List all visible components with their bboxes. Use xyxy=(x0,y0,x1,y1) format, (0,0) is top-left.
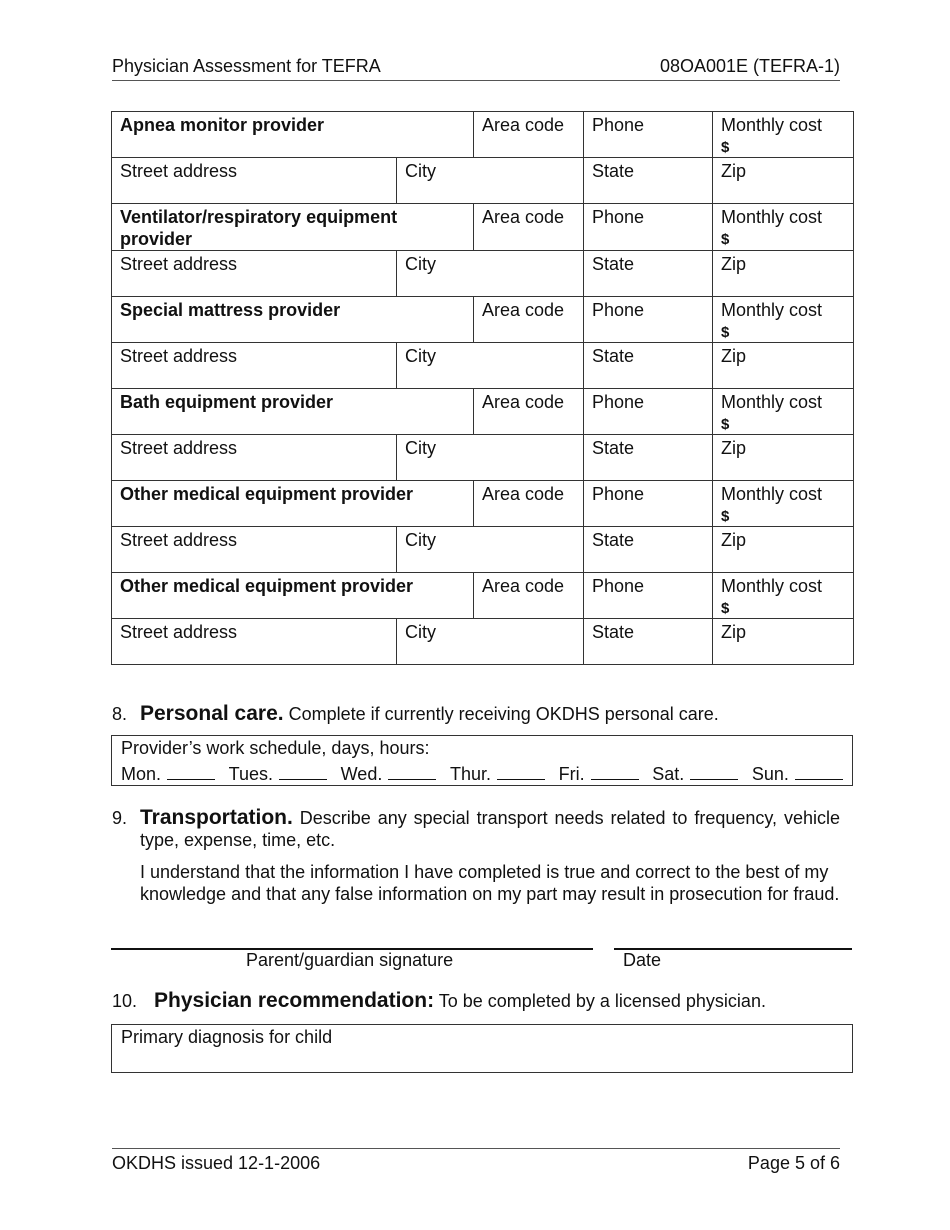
day-label: Fri. xyxy=(558,764,585,784)
section-8-heading: 8. Personal care. Complete if currently receiving OKDHS personal care. xyxy=(112,702,719,725)
phone-field[interactable]: Phone xyxy=(584,389,713,435)
zip-field[interactable]: Zip xyxy=(713,343,854,389)
street-address-field[interactable]: Street address xyxy=(112,158,397,204)
section-10-instructions: To be completed by a licensed physician. xyxy=(438,991,766,1011)
monthly-cost-field[interactable] xyxy=(713,389,854,435)
provider-address-row xyxy=(112,435,854,481)
dollar-sign: $ xyxy=(721,508,730,525)
provider-row xyxy=(112,112,854,158)
day-label: Tues. xyxy=(228,764,274,784)
monthly-cost-label: Monthly cost xyxy=(721,115,823,135)
state-field[interactable]: State xyxy=(584,619,713,665)
city-field[interactable]: City xyxy=(397,619,584,665)
city-field[interactable]: City xyxy=(397,527,584,573)
provider-row xyxy=(112,481,854,527)
day-slot xyxy=(121,763,215,785)
day-label: Sun. xyxy=(751,764,789,784)
phone-field[interactable]: Phone xyxy=(584,204,713,251)
signature-date-label: Date xyxy=(623,950,662,970)
equipment-provider-table xyxy=(111,111,854,665)
monthly-cost-label: Monthly cost xyxy=(721,484,823,504)
area-code-field[interactable]: Area code xyxy=(474,573,584,619)
zip-field[interactable]: Zip xyxy=(713,527,854,573)
provider-name: Other medical equipment provider xyxy=(112,481,474,527)
dollar-sign: $ xyxy=(721,231,730,248)
provider-row xyxy=(112,204,854,251)
city-field[interactable]: City xyxy=(397,435,584,481)
section-9-instructions: Describe any special transport needs related to frequency, vehicle type, expense, time, etc. xyxy=(140,808,840,850)
zip-field[interactable]: Zip xyxy=(713,251,854,297)
day-label: Sat. xyxy=(652,764,685,784)
state-field[interactable]: State xyxy=(584,435,713,481)
day-slot xyxy=(341,763,437,785)
city-field[interactable]: City xyxy=(397,251,584,297)
area-code-field[interactable]: Area code xyxy=(474,204,584,251)
state-field[interactable]: State xyxy=(584,527,713,573)
day-hours-blank[interactable] xyxy=(591,763,639,780)
attestation-text: I understand that the information I have completed is true and correct to the best of my knowledge and that any false information on my part may result in prosecution for fraud. xyxy=(140,862,840,904)
day-hours-blank[interactable] xyxy=(497,763,545,780)
issued-date: OKDHS issued 12-1-2006 xyxy=(112,1153,321,1173)
zip-field[interactable]: Zip xyxy=(713,158,854,204)
section-8-instructions: Complete if currently receiving OKDHS personal care. xyxy=(288,704,719,724)
area-code-field[interactable]: Area code xyxy=(474,297,584,343)
dollar-sign: $ xyxy=(721,600,730,617)
monthly-cost-label: Monthly cost xyxy=(721,576,823,596)
provider-name: Other medical equipment provider xyxy=(112,573,474,619)
state-field[interactable]: State xyxy=(584,158,713,204)
schedule-days xyxy=(121,763,843,785)
area-code-field[interactable]: Area code xyxy=(474,389,584,435)
zip-field[interactable]: Zip xyxy=(713,435,854,481)
page-number: Page 5 of 6 xyxy=(747,1153,840,1173)
street-address-field[interactable]: Street address xyxy=(112,527,397,573)
day-slot xyxy=(450,763,545,785)
area-code-field[interactable]: Area code xyxy=(474,112,584,158)
day-hours-blank[interactable] xyxy=(279,763,327,780)
day-label: Thur. xyxy=(449,764,491,784)
monthly-cost-label: Monthly cost xyxy=(721,207,823,227)
day-slot xyxy=(652,763,738,785)
primary-diagnosis-label: Primary diagnosis for child xyxy=(121,1027,333,1047)
city-field[interactable]: City xyxy=(397,158,584,204)
monthly-cost-field[interactable] xyxy=(713,112,854,158)
section-9-title: Transportation. xyxy=(140,806,293,829)
dollar-sign: $ xyxy=(721,139,730,156)
street-address-field[interactable]: Street address xyxy=(112,435,397,481)
monthly-cost-field[interactable] xyxy=(713,573,854,619)
day-hours-blank[interactable] xyxy=(388,763,436,780)
day-slot xyxy=(229,763,327,785)
page-header xyxy=(112,55,840,81)
provider-name: Special mattress provider xyxy=(112,297,474,343)
monthly-cost-label: Monthly cost xyxy=(721,300,823,320)
dollar-sign: $ xyxy=(721,416,730,433)
parent-signature-label: Parent/guardian signature xyxy=(246,950,454,970)
provider-address-row xyxy=(112,343,854,389)
monthly-cost-field[interactable] xyxy=(713,297,854,343)
phone-field[interactable]: Phone xyxy=(584,481,713,527)
provider-address-row xyxy=(112,527,854,573)
provider-name: Bath equipment provider xyxy=(112,389,474,435)
phone-field[interactable]: Phone xyxy=(584,297,713,343)
state-field[interactable]: State xyxy=(584,343,713,389)
provider-address-row xyxy=(112,251,854,297)
area-code-field[interactable]: Area code xyxy=(474,481,584,527)
day-label: Mon. xyxy=(121,764,162,784)
section-10-title: Physician recommendation: xyxy=(154,989,435,1012)
monthly-cost-field[interactable] xyxy=(713,481,854,527)
monthly-cost-field[interactable] xyxy=(713,204,854,251)
day-label: Wed. xyxy=(340,764,383,784)
schedule-label: Provider’s work schedule, days, hours: xyxy=(121,738,430,758)
street-address-field[interactable]: Street address xyxy=(112,251,397,297)
day-hours-blank[interactable] xyxy=(795,763,843,780)
provider-name: Ventilator/respiratory equipment provider xyxy=(112,204,474,251)
form-title: Physician Assessment for TEFRA xyxy=(112,56,381,76)
primary-diagnosis-field[interactable] xyxy=(111,1024,853,1073)
work-schedule-box xyxy=(111,735,853,786)
day-slot xyxy=(752,763,843,785)
day-hours-blank[interactable] xyxy=(690,763,738,780)
day-hours-blank[interactable] xyxy=(167,763,215,780)
street-address-field[interactable]: Street address xyxy=(112,343,397,389)
day-slot xyxy=(559,763,639,785)
phone-field[interactable]: Phone xyxy=(584,573,713,619)
page-footer xyxy=(112,1148,840,1174)
monthly-cost-label: Monthly cost xyxy=(721,392,823,412)
section-10-heading: 10. Physician recommendation: To be completed by a licensed physician. xyxy=(112,989,766,1012)
street-address-field[interactable]: Street address xyxy=(112,619,397,665)
provider-address-row xyxy=(112,619,854,665)
dollar-sign: $ xyxy=(721,324,730,341)
provider-row xyxy=(112,297,854,343)
phone-field[interactable]: Phone xyxy=(584,112,713,158)
zip-field[interactable]: Zip xyxy=(713,619,854,665)
provider-row xyxy=(112,389,854,435)
section-8-title: Personal care. xyxy=(140,702,284,725)
state-field[interactable]: State xyxy=(584,251,713,297)
section-9-heading: 9. Transportation. Describe any special transport needs related to frequency, vehicle type, expense, time, etc. xyxy=(112,806,840,850)
form-id: 08OA001E (TEFRA-1) xyxy=(659,56,840,76)
provider-address-row xyxy=(112,158,854,204)
provider-name: Apnea monitor provider xyxy=(112,112,474,158)
provider-row xyxy=(112,573,854,619)
city-field[interactable]: City xyxy=(397,343,584,389)
